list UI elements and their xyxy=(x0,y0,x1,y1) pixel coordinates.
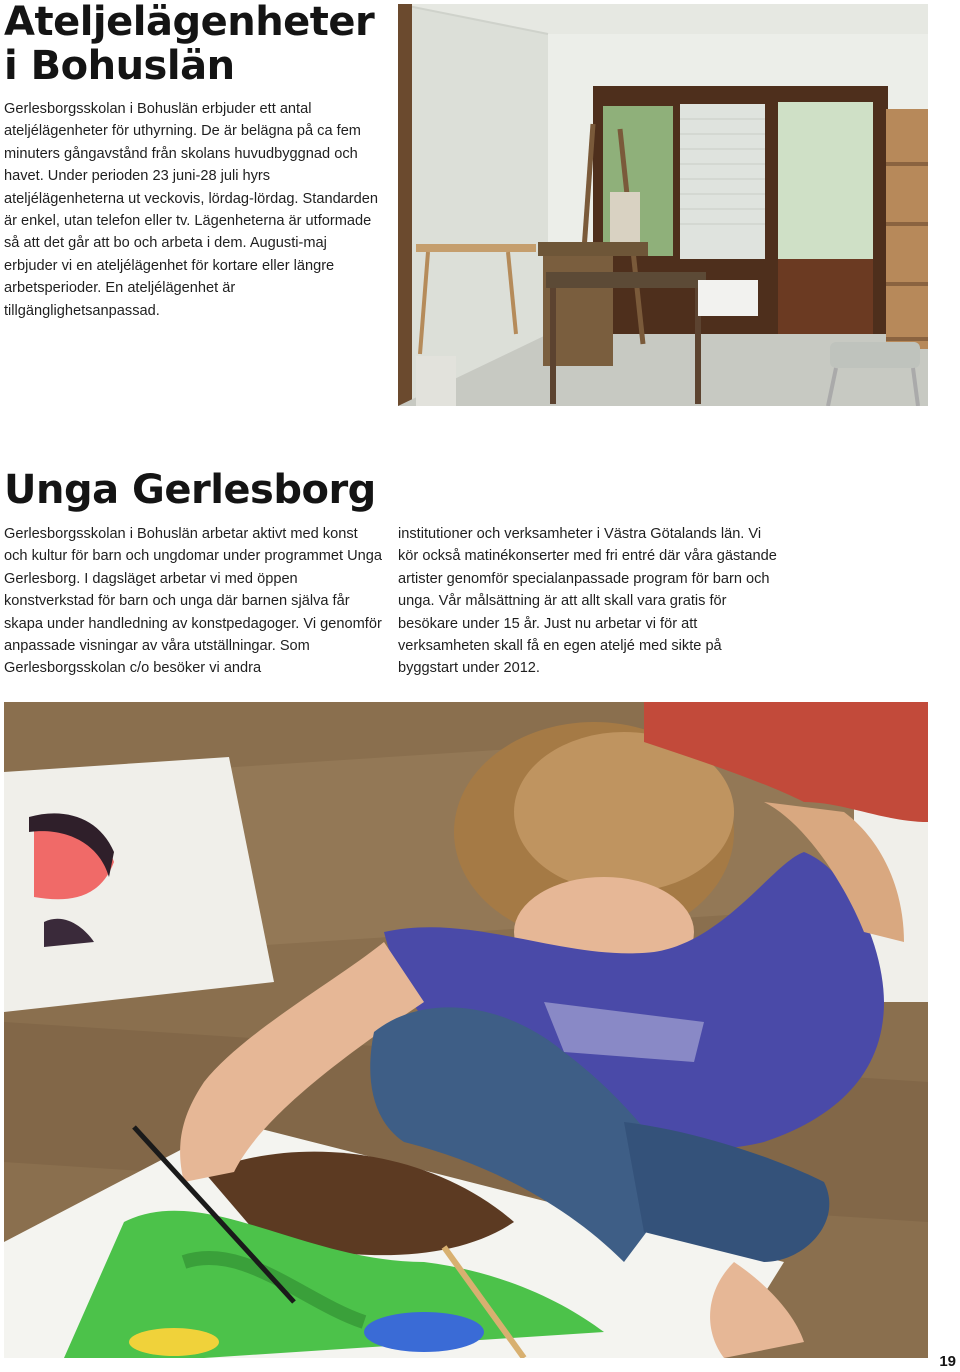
section-title-unga-gerlesborg: Unga Gerlesborg xyxy=(4,467,376,513)
title-line-2: i Bohuslän xyxy=(4,43,235,89)
studio-apartment-photo xyxy=(398,4,928,406)
apartments-paragraph: Gerlesborgsskolan i Bohuslän erbjuder ett antal ateljélägenheter för uthyrning. De är belägna på ca fem minuters gångavstånd från skolans huvudbyggnad och havet. Under perioden 23 juni-28 juli hyrs ateljélägenheterna ut veckovis, lördag-lördag. Standarden är enkel, utan telefon eller tv. Lägenheterna är utformade så att det går att bo och arbeta i dem. Augusti-maj erbjuder vi en ateljélägenhet för kortare eller längre arbetsperioder. En ateljélägenhet är tillgänglighetsanpassad. xyxy=(4,101,379,319)
section-title-apartments xyxy=(4,0,389,88)
unga-gerlesborg-paragraph-col1: Gerlesborgsskolan i Bohuslän arbetar aktivt med konst och kultur för barn och ungdomar under programmet Unga Gerlesborg. I dagsläget arbetar vi med öppen konstverkstad för barn och unga där barnen själva får skapa under handledning av konstpedagoger. Vi genomför anpassade visningar av våra utställningar. Som Gerlesborgsskolan c/o besöker vi andra xyxy=(4,526,383,677)
page-number: 19 xyxy=(939,1353,956,1370)
unga-gerlesborg-paragraph-col2: institutioner och verksamheter i Västra Götalands län. Vi kör också matinékonserter med fri entré där våra gästande artister genomför specialanpassade program för barn och unga. Vår målsättning är att allt skall vara gratis för besökare under 15 år. Just nu arbetar vi för att verksamheten skall få en egen ateljé med sikte på byggstart under 2012. xyxy=(398,526,777,677)
child-painting-photo xyxy=(4,702,928,1358)
title-line-1: Ateljelägenheter xyxy=(4,0,375,45)
